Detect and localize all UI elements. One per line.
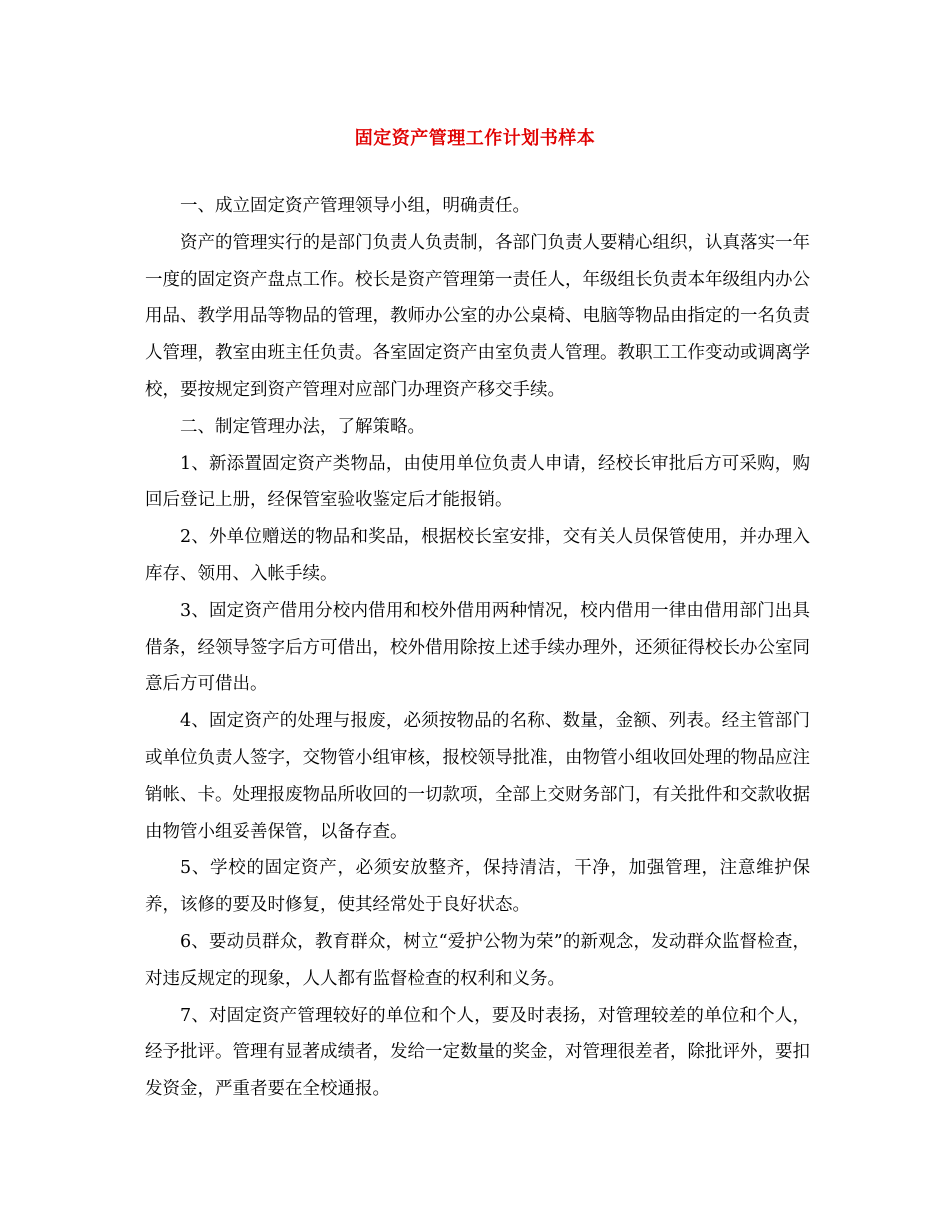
document-title: 固定资产管理工作计划书样本 xyxy=(354,128,596,149)
list-item-6: 6、要动员群众，教育群众，树立“爱护公物为荣”的新观念，发动群众监督检查，对违反规定的现象，人人都有监督检查的权利和义务。 xyxy=(145,931,810,989)
list-item-3: 3、固定资产借用分校内借用和校外借用两种情况，校内借用一律由借用部门出具借条，经领导签字后方可借出，校外借用除按上述手续办理外，还须征得校长办公室同意后方可借出。 xyxy=(145,600,810,695)
list-item-4: 4、固定资产的处理与报废，必须按物品的名称、数量，金额、列表。经主管部门或单位负责人签字，交物管小组审核，报校领导批准，由物管小组收回处理的物品应注销帐、卡。处理报废物品所收回的一切款项，全部上交财务部门，有关批件和交款收据由物管小组妥善保管，以备存查。 xyxy=(145,711,810,842)
list-item-2: 2、外单位赠送的物品和奖品，根据校长室安排，交有关人员保管使用，并办理入库存、领用、入帐手续。 xyxy=(145,527,810,584)
document-body xyxy=(145,188,810,1108)
list-item-5: 5、学校的固定资产，必须安放整齐，保持清洁，干净，加强管理，注意维护保养，该修的要及时修复，使其经常处于良好状态。 xyxy=(145,858,810,916)
paragraph-responsibility: 资产的管理实行的是部门负责人负责制，各部门负责人要精心组织，认真落实一年一度的固定资产盘点工作。校长是资产管理第一责任人，年级组长负责本年级组内办公用品、教学用品等物品的管理，教师办公室的办公桌椅、电脑等物品由指定的一名负责人管理，教室由班主任负责。各室固定资产由室负责人管理。教职工工作变动或调离学校，要按规定到资产管理对应部门办理资产移交手续。 xyxy=(145,232,810,400)
section-heading-2: 二、制定管理办法，了解策略。 xyxy=(180,416,425,437)
section-heading-1: 一、成立固定资产管理领导小组，明确责任。 xyxy=(180,196,530,216)
list-item-7: 7、对固定资产管理较好的单位和个人，要及时表扬，对管理较差的单位和个人，经予批评。管理有显著成绩者，发给一定数量的奖金，对管理很差者，除批评外，要扣发资金，严重者要在全校通报。 xyxy=(145,1005,810,1100)
list-item-1: 1、新添置固定资产类物品，由使用单位负责人申请，经校长审批后方可采购，购回后登记上册，经保管室验收鉴定后才能报销。 xyxy=(145,453,810,511)
